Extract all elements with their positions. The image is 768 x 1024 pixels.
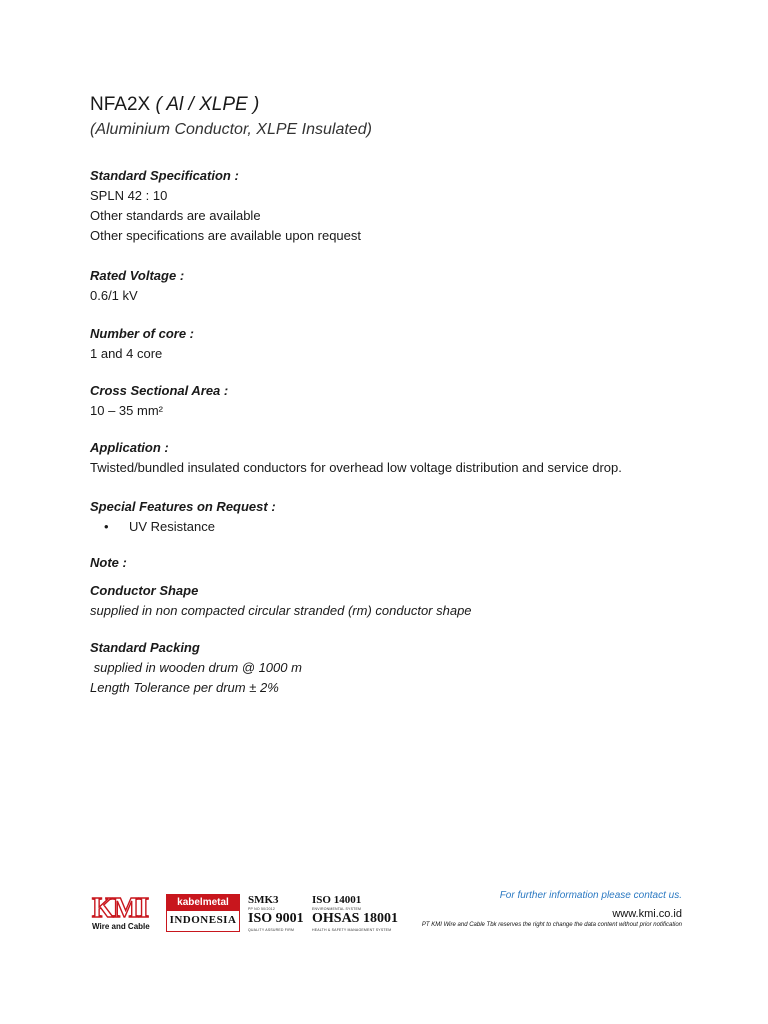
product-title bbox=[90, 94, 259, 116]
disclaimer-text: PT KMI Wire and Cable Tbk reserves the right to change the data content without prior notification bbox=[421, 922, 682, 928]
standard-packing-line: supplied in wooden drum @ 1000 m bbox=[90, 660, 302, 675]
number-of-core-value: 1 and 4 core bbox=[90, 346, 163, 361]
cross-sectional-area-value: 10 – 35 mm² bbox=[90, 403, 163, 418]
conductor-shape-value: supplied in non compacted circular stranded (rm) conductor shape bbox=[90, 603, 472, 618]
standard-spec-section bbox=[90, 166, 361, 246]
kabelmetal-wordmark: kabelmetal bbox=[167, 895, 239, 911]
smk3-cert bbox=[248, 894, 279, 906]
note-section bbox=[90, 553, 127, 573]
product-subtitle: (Aluminium Conductor, XLPE Insulated) bbox=[90, 121, 372, 138]
standard-spec-heading: Standard Specification : bbox=[90, 168, 239, 183]
rated-voltage-heading: Rated Voltage : bbox=[90, 268, 185, 283]
page-footer bbox=[92, 890, 682, 936]
ohsas-small: HEALTH & SAFETY MANAGEMENT SYSTEM bbox=[312, 928, 392, 932]
standard-packing-heading: Standard Packing bbox=[90, 640, 200, 655]
application-section bbox=[90, 438, 622, 478]
product-materials: ( Al / XLPE ) bbox=[155, 94, 260, 115]
special-features-section bbox=[90, 497, 276, 537]
standard-spec-line: SPLN 42 : 10 bbox=[90, 188, 168, 203]
conductor-shape-heading: Conductor Shape bbox=[90, 583, 199, 598]
feature-text: UV Resistance bbox=[129, 519, 215, 534]
list-item bbox=[90, 517, 276, 537]
rated-voltage-value: 0.6/1 kV bbox=[90, 288, 138, 303]
cross-sectional-area-heading: Cross Sectional Area : bbox=[90, 383, 229, 398]
website-link[interactable]: www.kmi.co.id bbox=[612, 908, 682, 920]
note-heading: Note : bbox=[90, 555, 127, 570]
ohsas-cert: OHSAS 18001 bbox=[312, 911, 398, 926]
iso14001-small: ENVIRONMENTAL SYSTEM bbox=[312, 907, 362, 911]
smk3-small: PP NO 50/2012 bbox=[248, 907, 276, 911]
iso9001-small: QUALITY ASSURED FIRM bbox=[248, 928, 295, 932]
kmi-logo bbox=[92, 893, 160, 932]
standard-packing-section bbox=[90, 638, 302, 698]
kabelmetal-logo bbox=[166, 894, 240, 932]
special-features-heading: Special Features on Request : bbox=[90, 499, 276, 514]
number-of-core-heading: Number of core : bbox=[90, 326, 195, 341]
kmi-tagline: Wire and Cable bbox=[92, 922, 150, 931]
kmi-logo-letters: KMI bbox=[92, 893, 149, 924]
rated-voltage-section bbox=[90, 266, 184, 306]
bullet-marker: • bbox=[104, 519, 109, 534]
standard-spec-line: Other specifications are available upon request bbox=[90, 228, 361, 243]
standard-packing-line: Length Tolerance per drum ± 2% bbox=[90, 680, 279, 695]
application-heading: Application : bbox=[90, 440, 169, 455]
iso14001-cert: ISO 14001 bbox=[312, 894, 362, 906]
product-code: NFA2X bbox=[90, 94, 151, 115]
smk3-label: SMK3 bbox=[248, 894, 279, 906]
application-value: Twisted/bundled insulated conductors for overhead low voltage distribution and service drop. bbox=[90, 460, 622, 475]
conductor-shape-section bbox=[90, 581, 472, 621]
iso9001-cert: ISO 9001 bbox=[248, 911, 304, 926]
standard-spec-line: Other standards are available bbox=[90, 208, 261, 223]
contact-text: For further information please contact us. bbox=[499, 890, 682, 901]
kabelmetal-country: INDONESIA bbox=[169, 914, 237, 926]
cross-sectional-area-section bbox=[90, 381, 228, 421]
number-of-core-section bbox=[90, 324, 194, 364]
